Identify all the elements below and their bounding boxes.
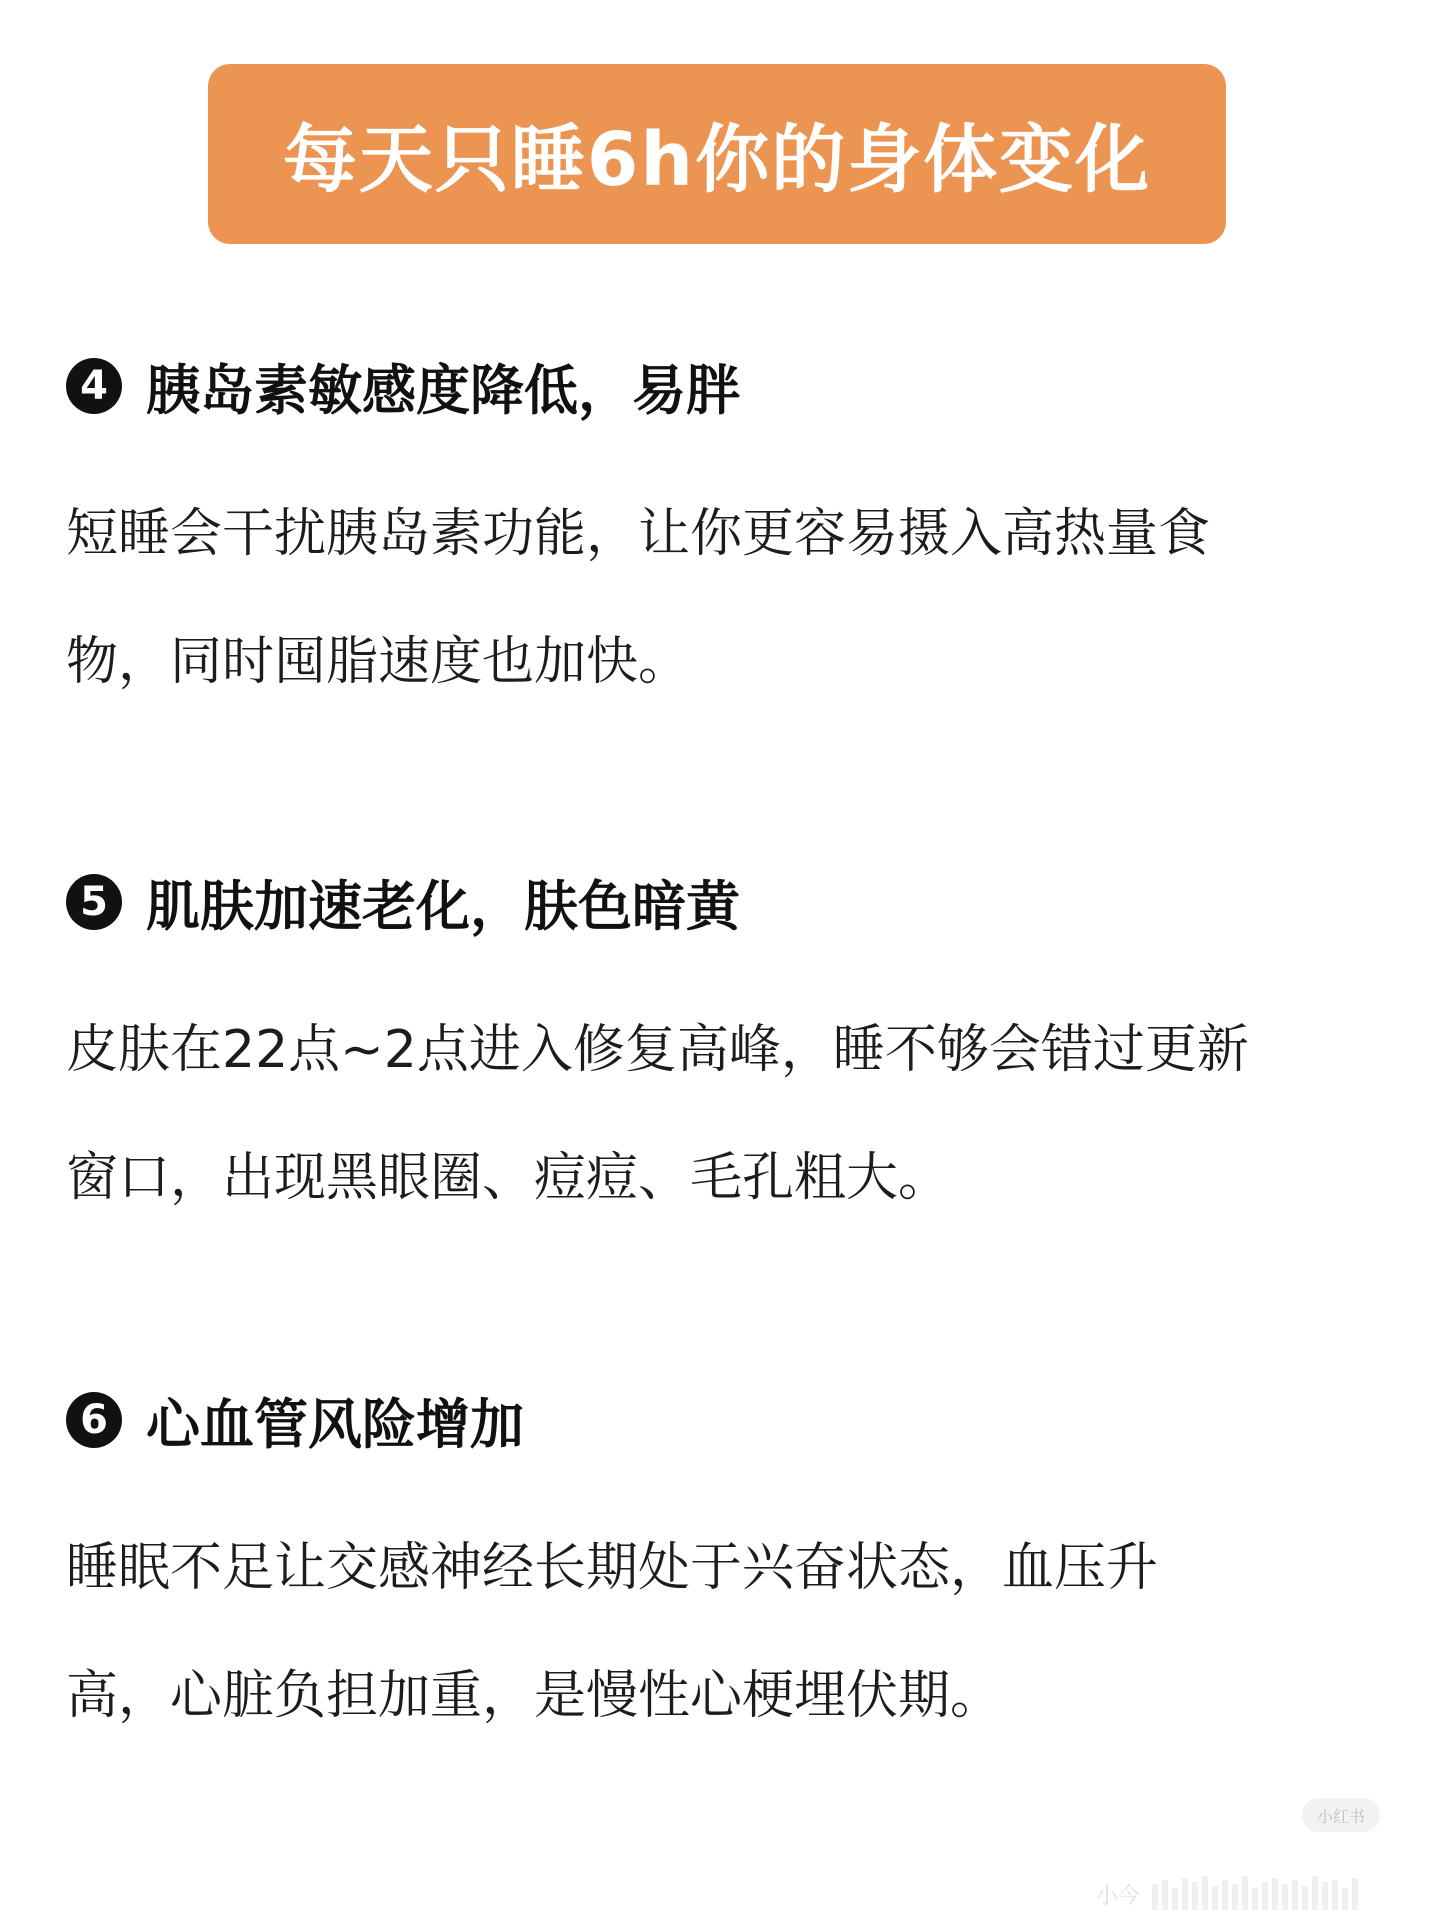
watermark-barcode xyxy=(1152,1876,1422,1910)
watermark xyxy=(1096,1876,1422,1910)
section-heading xyxy=(66,862,1386,942)
section-4 xyxy=(66,346,1386,726)
section-title: 心血管风险增加 xyxy=(146,1392,524,1456)
title-banner xyxy=(208,64,1226,244)
number-badge: 5 xyxy=(66,874,122,930)
body-line: 短睡会干扰胰岛素功能，让你更容易摄入高热量食 xyxy=(66,504,1211,564)
section-5 xyxy=(66,862,1386,1242)
section-heading xyxy=(66,1380,1386,1460)
section-6 xyxy=(66,1380,1386,1760)
body-line: 物，同时囤脂速度也加快。 xyxy=(66,632,691,692)
section-heading xyxy=(66,346,1386,426)
watermark-text: 小今 xyxy=(1095,1884,1140,1909)
body-line: 窗口，出现黑眼圈、痘痘、毛孔粗大。 xyxy=(66,1148,951,1208)
body-line: 皮肤在22点~2点进入修复高峰，睡不够会错过更新 xyxy=(66,1020,1249,1080)
section-body xyxy=(66,470,1376,726)
section-body xyxy=(66,986,1376,1242)
number-badge: 6 xyxy=(66,1392,122,1448)
watermark-badge: 小红书 xyxy=(1302,1798,1380,1832)
number-badge: 4 xyxy=(66,358,122,414)
page-title: 每天只睡6h你的身体变化 xyxy=(282,117,1152,203)
body-line: 睡眠不足让交感神经长期处于兴奋状态，血压升 xyxy=(66,1538,1159,1598)
section-body xyxy=(66,1504,1376,1760)
body-line: 高，心脏负担加重，是慢性心梗埋伏期。 xyxy=(66,1666,1003,1726)
section-title: 肌肤加速老化，肤色暗黄 xyxy=(146,874,740,938)
section-title: 胰岛素敏感度降低，易胖 xyxy=(146,358,740,422)
